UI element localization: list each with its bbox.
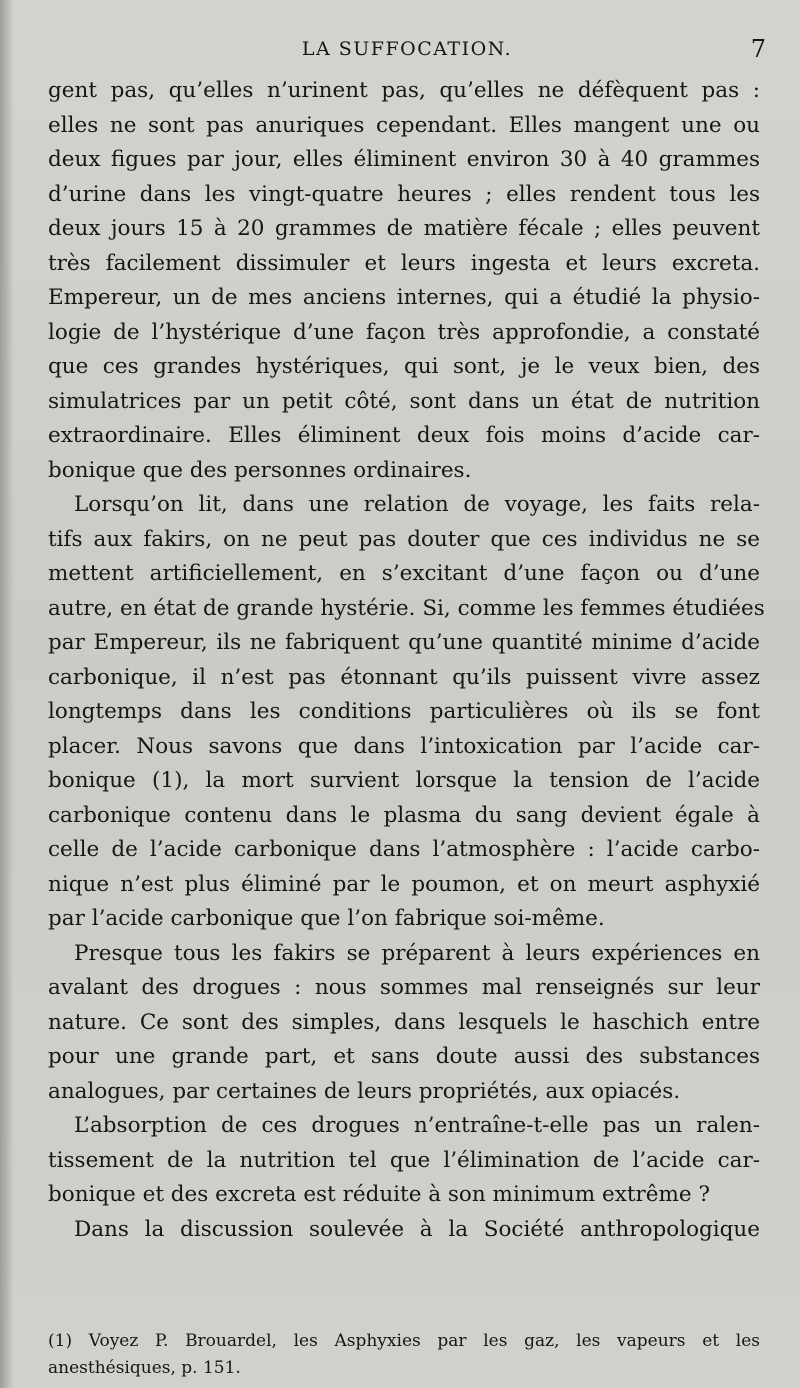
text-line: simulatrices par un petit côté, sont dans un état de nutrition — [48, 388, 760, 414]
text-line: deux figues par jour, elles éliminent environ 30 à 40 grammes — [48, 147, 760, 172]
text-line: deux jours 15 à 20 grammes de matière fécale ; elles peuvent — [48, 216, 760, 241]
paragraph-start-line: L’absorption de ces drogues n’entraîne-t-elle pas un ralen- — [74, 1113, 760, 1138]
text-line: bonique et des excreta est réduite à son minimum extrême ? — [48, 1182, 710, 1207]
text-line: Empereur, un de mes anciens internes, qui a étudié la physio- — [48, 285, 760, 310]
text-line: placer. Nous savons que dans l’intoxication par l’acide car- — [48, 733, 760, 759]
text-line: mettent artificiellement, en s’excitant d’une façon ou d’une — [48, 561, 760, 586]
text-line: par Empereur, ils ne fabriquent qu’une quantité minime d’acide — [48, 630, 760, 655]
text-line: avalant des drogues : nous sommes mal renseignés sur leur — [48, 975, 760, 1000]
text-line: analogues, par certaines de leurs propriétés, aux opiacés. — [48, 1078, 681, 1104]
text-line: logie de l’hystérique d’une façon très approfondie, a constaté — [48, 319, 760, 345]
text-line: que ces grandes hystériques, qui sont, je le veux bien, des — [48, 354, 760, 379]
text-line: longtemps dans les conditions particulières où ils se font — [48, 699, 760, 724]
text-line: celle de l’acide carbonique dans l’atmosphère : l’acide carbo- — [48, 837, 760, 862]
paragraph-start-line: Presque tous les fakirs se préparent à leurs expériences en — [74, 940, 760, 966]
paragraph-start-line: Lorsqu’on lit, dans une relation de voyage, les faits rela- — [74, 492, 760, 517]
text-line: par l’acide carbonique que l’on fabrique soi-même. — [48, 906, 605, 931]
text-line: très facilement dissimuler et leurs ingesta et leurs excreta. — [48, 250, 760, 276]
text-line: gent pas, qu’elles n’urinent pas, qu’elles ne défèquent pas : — [48, 78, 760, 103]
paragraph-start-line: Dans la discussion soulevée à la Société anthropologique — [74, 1216, 760, 1242]
binding-shadow — [0, 0, 14, 1388]
text-line: carbonique contenu dans le plasma du sang devient égale à — [48, 802, 760, 828]
text-line: nique n’est plus éliminé par le poumon, et on meurt asphyxié — [48, 871, 760, 897]
running-title: LA SUFFOCATION. — [301, 38, 513, 60]
text-line: d’urine dans les vingt-quatre heures ; elles rendent tous les — [48, 181, 760, 207]
text-line: carbonique, il n’est pas étonnant qu’ils puissent vivre assez — [48, 664, 760, 690]
text-line: elles ne sont pas anuriques cependant. Elles mangent une ou — [48, 112, 760, 138]
footnote — [48, 1328, 760, 1382]
body-text — [48, 74, 765, 1247]
text-line: extraordinaire. Elles éliminent deux fois moins d’acide car- — [48, 423, 760, 448]
page-number: 7 — [750, 35, 766, 63]
text-line: tissement de la nutrition tel que l’élimination de l’acide car- — [48, 1147, 760, 1173]
text-line: bonique que des personnes ordinaires. — [48, 457, 472, 483]
text-line: tifs aux fakirs, on ne peut pas douter que ces individus ne se — [48, 526, 760, 552]
text-line: nature. Ce sont des simples, dans lesquels le haschich entre — [48, 1009, 760, 1035]
text-line: autre, en état de grande hystérie. Si, comme les femmes étudiées — [48, 595, 765, 621]
text-line: bonique (1), la mort survient lorsque la tension de l’acide — [48, 768, 760, 793]
page-header — [48, 32, 766, 66]
footnote-line: anesthésiques, p. 151. — [48, 1358, 241, 1378]
text-line: pour une grande part, et sans doute aussi des substances — [48, 1044, 760, 1069]
footnote-line: (1) Voyez P. Brouardel, les Asphyxies par les gaz, les vapeurs et les — [48, 1331, 760, 1351]
